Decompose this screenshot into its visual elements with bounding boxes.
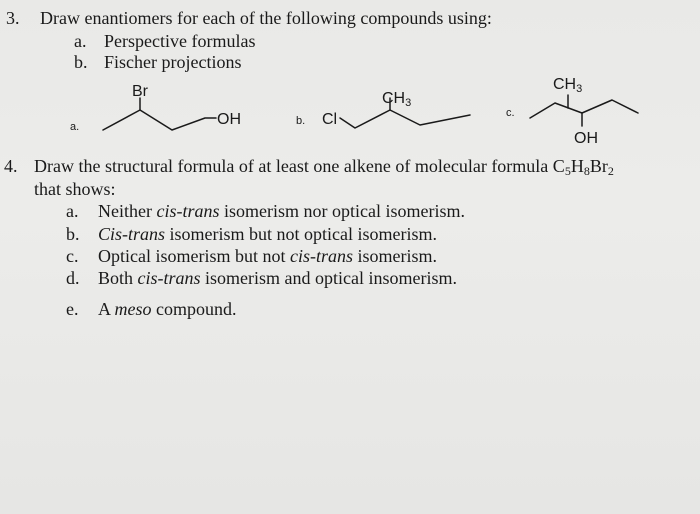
structure-a-br: Br	[132, 83, 148, 100]
question-4-continuation: that shows:	[34, 179, 116, 199]
chemical-structures	[0, 0, 700, 160]
structure-a-skeleton	[103, 110, 216, 130]
structure-c-skeleton	[530, 100, 638, 118]
q4-item-c: c. Optical isomerism but not cis-trans isomerism.	[66, 246, 437, 266]
structure-a-oh: OH	[217, 111, 241, 128]
structure-c-oh: OH	[574, 130, 598, 147]
question-4	[4, 156, 614, 176]
structure-b-label: b.	[296, 115, 306, 127]
molecular-formula: $C_5H_8Br_2$	[552, 156, 614, 178]
q4-item-e: e. A meso compound.	[66, 299, 237, 319]
structure-c-ch3: CH3	[553, 76, 583, 95]
q3-item-b-label: b.	[74, 52, 88, 72]
q4-item-d: d. Both cis-trans isomerism and optical insomerism.	[66, 268, 457, 288]
question-3-number: 3.	[6, 8, 20, 28]
structure-b-cl: Cl	[322, 111, 338, 128]
structure-c-label: c.	[506, 107, 515, 119]
question-3-text: Draw enantiomers for each of the following compounds using:	[40, 8, 492, 28]
q3-item-b-text: Fischer projections	[104, 52, 242, 72]
structure-a-label: a.	[70, 121, 80, 133]
question-4-number: 4.	[4, 156, 18, 176]
q3-item-a-text: Perspective formulas	[104, 31, 256, 51]
q3-item-a-label: a.	[74, 31, 87, 51]
structure-b-skeleton	[340, 110, 470, 128]
structure-b-ch3: CH3	[382, 90, 412, 109]
q4-item-a: a. Neither cis-trans isomerism nor optical isomerism.	[66, 201, 465, 221]
q4-item-b: b. Cis-trans isomerism but not optical isomerism.	[66, 224, 438, 244]
question-4-text: Draw the structural formula of at least one alkene of molecular formula	[34, 156, 553, 176]
